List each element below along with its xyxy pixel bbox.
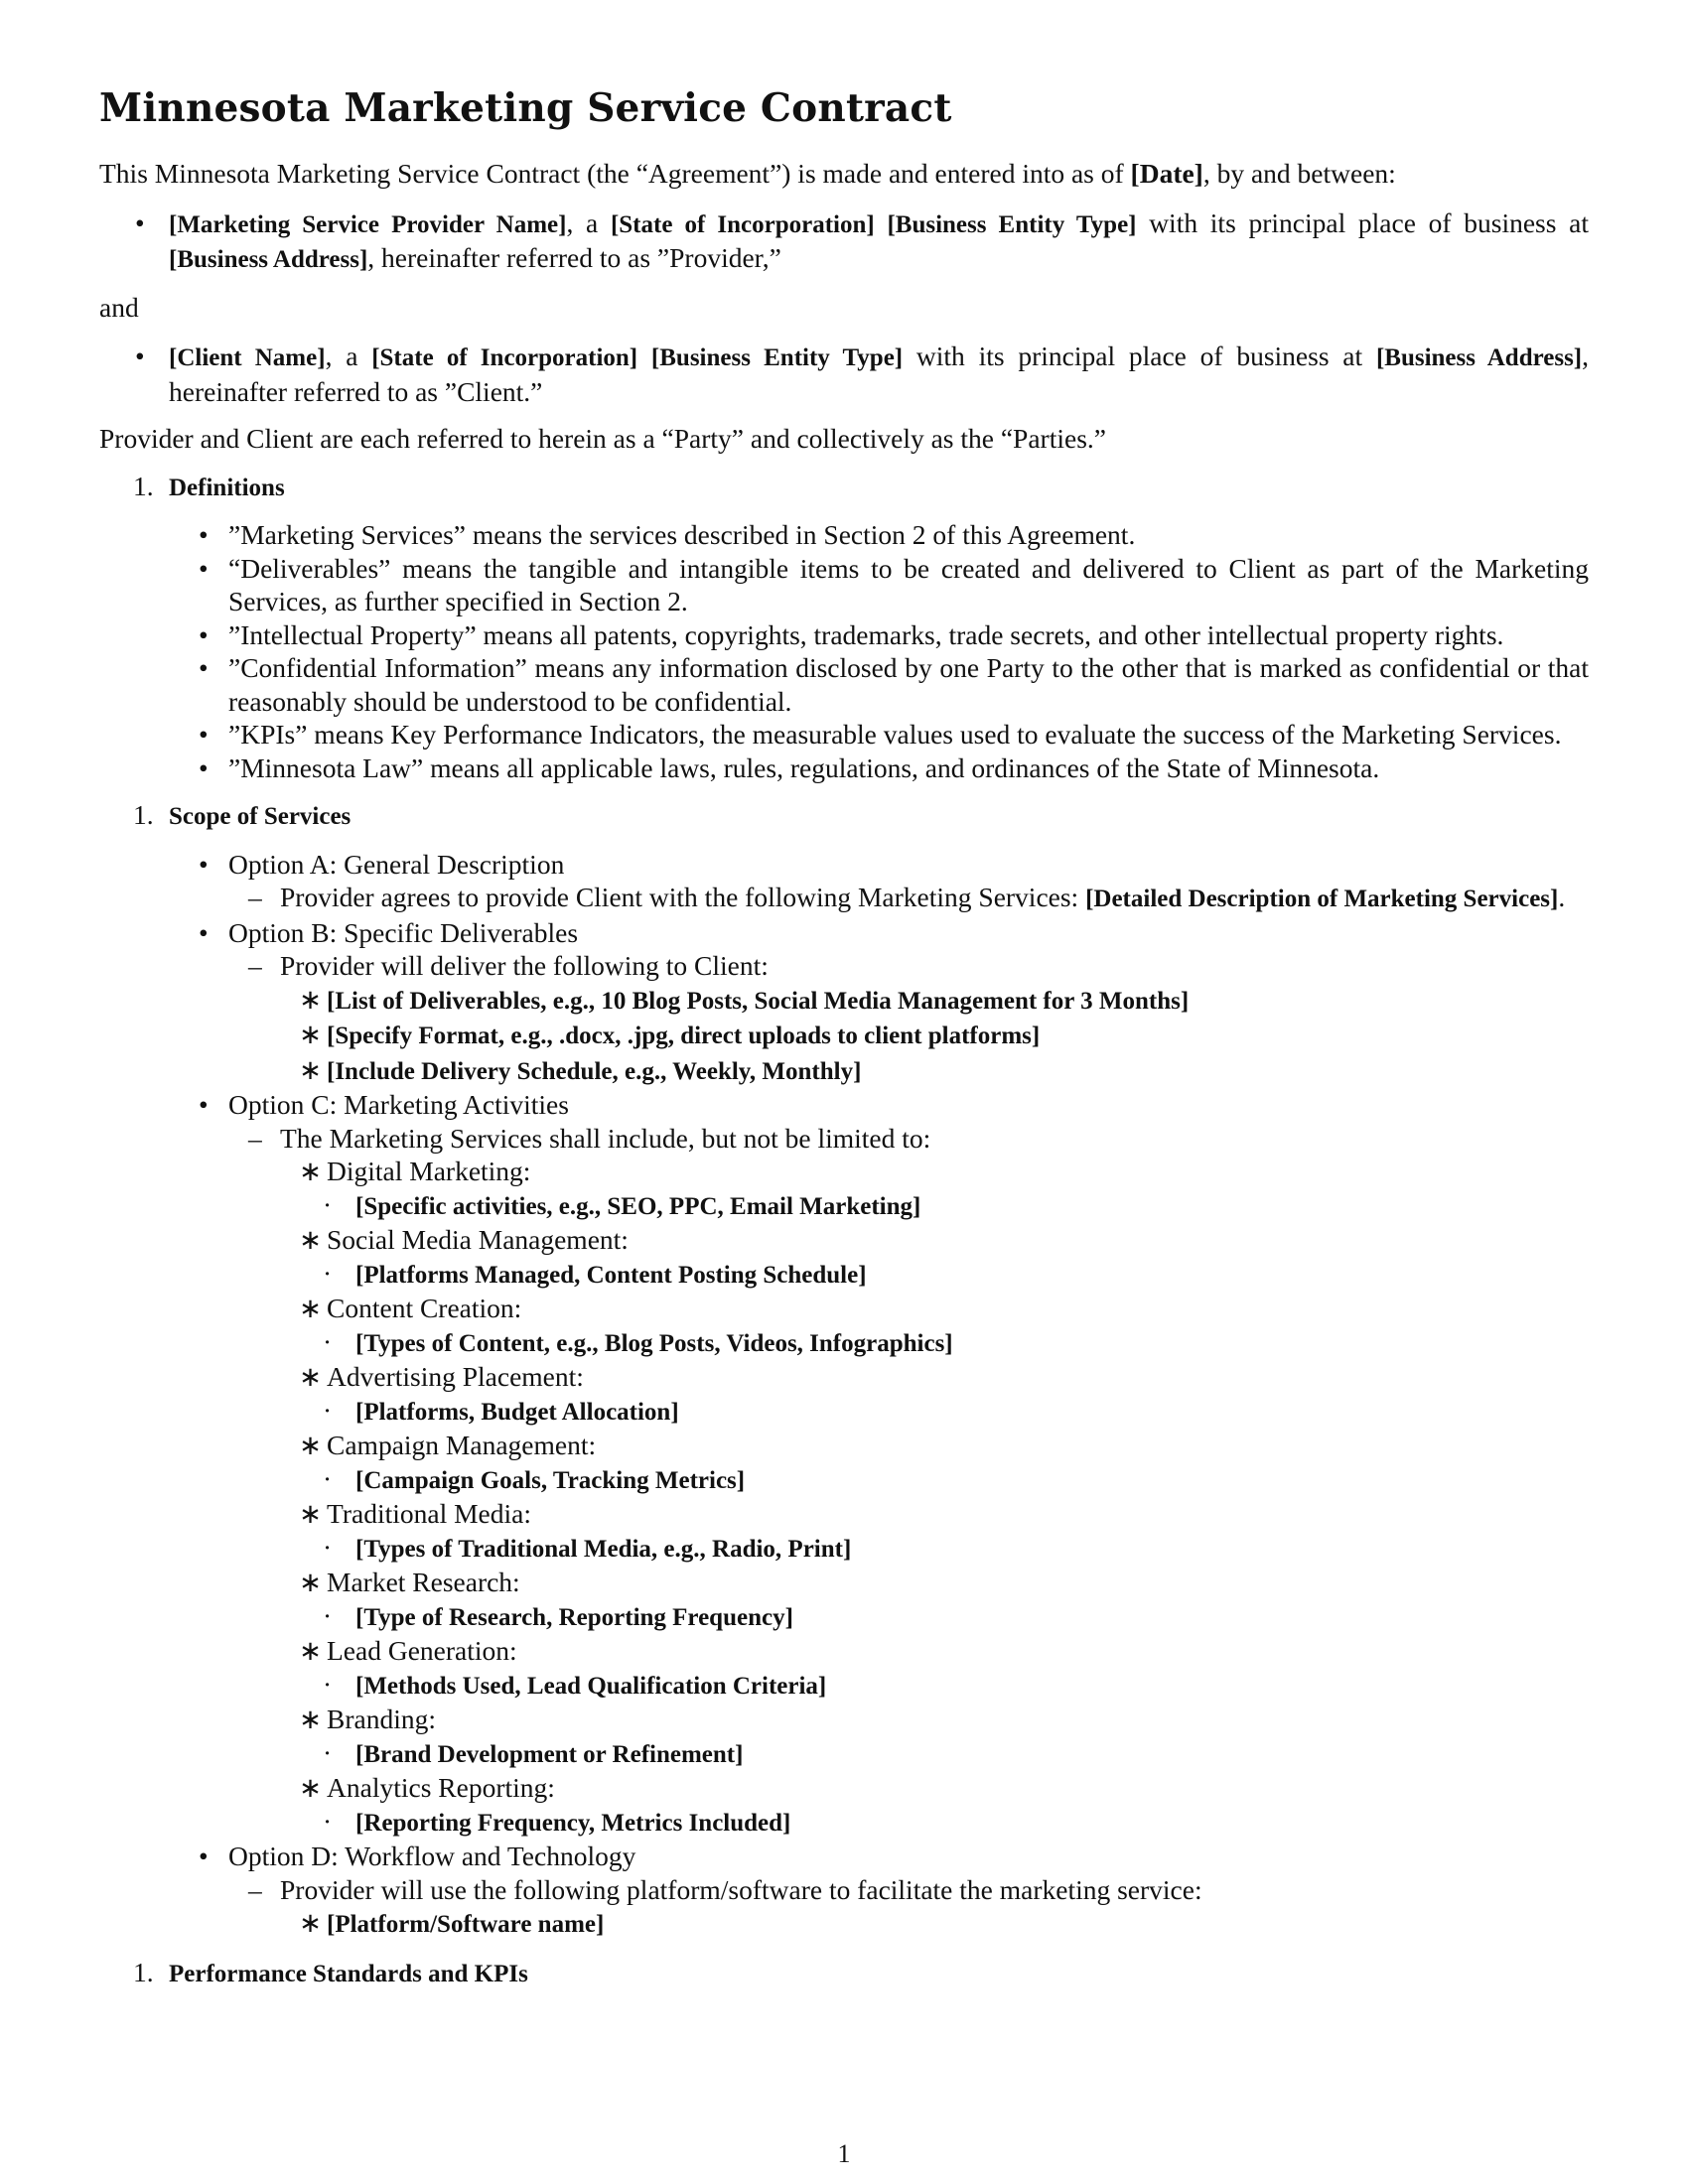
activity-placeholder: [Platforms Managed, Content Posting Schedule] [355, 1261, 867, 1289]
asterisk-icon: ∗ [299, 1430, 323, 1460]
definition-item [99, 552, 1589, 618]
asterisk-icon: ∗ [299, 1772, 323, 1803]
activity-placeholder: [Brand Development or Refinement] [355, 1740, 744, 1768]
option-text: Provider agrees to provide Client with the following Marketing Services: [280, 882, 1086, 912]
provider-name-placeholder: [Marketing Service Provider Name] [169, 210, 567, 238]
client-text: with its principal place of business at [903, 341, 1376, 371]
activity-detail [99, 1668, 1589, 1704]
provider-entity-placeholder: [Business Entity Type] [887, 210, 1137, 238]
date-placeholder: [Date] [1130, 158, 1203, 189]
activity-detail [99, 1257, 1589, 1293]
bullet-icon: • [199, 719, 209, 750]
client-state-placeholder: [State of Incorporation] [371, 344, 638, 371]
activity-name: Advertising Placement: [327, 1361, 584, 1392]
bullet-icon: • [199, 916, 209, 948]
bullet-icon: • [199, 652, 209, 683]
dot-icon: · [323, 1805, 333, 1837]
asterisk-icon: ∗ [299, 1019, 323, 1049]
bullet-icon: • [199, 1841, 209, 1871]
option-d [99, 1840, 1589, 1873]
option-label: Option B: Specific Deliverables [228, 916, 579, 948]
asterisk-icon: ∗ [299, 1293, 323, 1323]
intro-text: This Minnesota Marketing Service Contract (the “Agreement”) is made and entered into as of [99, 158, 1131, 189]
asterisk-icon: ∗ [299, 1224, 323, 1255]
asterisk-icon: ∗ [299, 1907, 323, 1938]
definition-text: ”KPIs” means Key Performance Indicators, the measurable values used to evaluate the success of the Marketing Services. [228, 719, 1562, 750]
deliverable-placeholder: [List of Deliverables, e.g., 10 Blog Posts, Social Media Management for 3 Months] [327, 987, 1190, 1015]
dot-icon: · [323, 1531, 333, 1563]
parties-paragraph: Provider and Client are each referred to herein as a “Party” and collectively as the “Parties.” [99, 423, 1106, 454]
section-title: Performance Standards and KPIs [169, 1960, 528, 1987]
option-label: Option C: Marketing Activities [228, 1089, 569, 1120]
section-scope [99, 798, 1589, 1942]
deliverable-placeholder: [Specify Format, e.g., .docx, .jpg, direct uploads to client platforms] [327, 1023, 1041, 1049]
activity-placeholder: [Campaign Goals, Tracking Metrics] [355, 1466, 746, 1494]
document-title: Minnesota Marketing Service Contract [99, 85, 952, 131]
dot-icon: · [323, 1736, 333, 1768]
activity-name: Social Media Management: [327, 1224, 629, 1255]
option-b-detail [99, 949, 1589, 983]
activity-detail [99, 1462, 1589, 1498]
activity-name: Market Research: [327, 1567, 520, 1597]
activity-item [99, 1429, 1589, 1462]
provider-address-placeholder: [Business Address] [169, 246, 368, 273]
provider-text: with its principal place of business at [1136, 206, 1589, 238]
asterisk-icon: ∗ [299, 1361, 323, 1392]
activity-placeholder: [Types of Content, e.g., Blog Posts, Videos, Infographics] [355, 1329, 953, 1357]
client-party [99, 340, 1589, 408]
definition-text: ”Intellectual Property” means all patents, copyrights, trademarks, trade secrets, and other intellectual property rights. [228, 618, 1504, 650]
option-c [99, 1088, 1589, 1122]
option-placeholder: [Detailed Description of Marketing Services] [1085, 886, 1559, 912]
platform-placeholder: [Platform/Software name] [327, 1911, 605, 1938]
asterisk-icon: ∗ [299, 1156, 323, 1186]
definition-item [99, 718, 1589, 751]
bullet-icon: • [199, 1089, 209, 1120]
bullet-icon: • [199, 618, 209, 650]
provider-state-placeholder: [State of Incorporation] [610, 210, 875, 238]
option-label: Option A: General Description [228, 848, 565, 880]
option-d-detail [99, 1873, 1589, 1907]
dash-icon: – [248, 1873, 262, 1905]
dot-icon: · [323, 1599, 333, 1631]
option-text: Provider will deliver the following to Client: [280, 950, 769, 981]
client-text: , hereinafter referred to as ”Client.” [169, 341, 1590, 407]
client-text [637, 341, 651, 371]
deliverable-placeholder: [Include Delivery Schedule, e.g., Weekly, Monthly] [327, 1057, 862, 1085]
provider-text [875, 207, 888, 238]
activity-item [99, 1155, 1589, 1188]
asterisk-icon: ∗ [299, 983, 323, 1015]
page-number: 1 [837, 2139, 851, 2168]
client-text: , a [325, 341, 372, 371]
option-a [99, 848, 1589, 882]
contract-page [99, 85, 1589, 2004]
section-title: Definitions [169, 474, 285, 501]
option-b [99, 916, 1589, 950]
dash-icon: – [248, 882, 262, 912]
dot-icon: · [323, 1325, 333, 1357]
asterisk-icon: ∗ [299, 1498, 323, 1529]
activity-placeholder: [Platforms, Budget Allocation] [355, 1398, 679, 1426]
asterisk-icon: ∗ [299, 1053, 323, 1085]
activity-name: Lead Generation: [327, 1635, 517, 1666]
dot-icon: · [323, 1188, 333, 1220]
client-name-placeholder: [Client Name] [169, 344, 326, 371]
activity-detail [99, 1599, 1589, 1635]
bullet-icon: • [135, 341, 145, 371]
activity-detail [99, 1188, 1589, 1224]
option-text-end: . [1558, 882, 1566, 912]
option-text: Provider will use the following platform/software to facilitate the marketing service: [280, 1873, 1202, 1905]
activity-name: Branding: [327, 1704, 436, 1734]
provider-text: , a [566, 206, 611, 238]
activity-placeholder: [Specific activities, e.g., SEO, PPC, Email Marketing] [355, 1192, 921, 1220]
section-heading [99, 1956, 1589, 1991]
option-label: Option D: Workflow and Technology [228, 1841, 636, 1871]
dot-icon: · [323, 1394, 333, 1426]
activity-item [99, 1360, 1589, 1394]
asterisk-icon: ∗ [299, 1635, 323, 1666]
provider-text: , hereinafter referred to as ”Provider,” [367, 242, 781, 273]
activity-item [99, 1566, 1589, 1599]
definition-item [99, 751, 1589, 785]
section-title: Scope of Services [169, 803, 352, 830]
asterisk-icon: ∗ [299, 1567, 323, 1597]
option-c-detail [99, 1122, 1589, 1156]
activity-item [99, 1771, 1589, 1805]
activity-placeholder: [Methods Used, Lead Qualification Criteria] [355, 1672, 827, 1700]
dash-icon: – [248, 1122, 262, 1154]
activity-name: Traditional Media: [327, 1498, 531, 1529]
definition-text: “Deliverables” means the tangible and intangible items to be created and delivered to Client as part of the Marketing Services, as further specified in Section 2. [228, 552, 1589, 616]
activity-name: Content Creation: [327, 1293, 522, 1323]
dash-icon: – [248, 950, 262, 981]
option-a-detail [99, 881, 1589, 916]
section-number: 1. [133, 1956, 154, 1987]
dot-icon: · [323, 1462, 333, 1494]
section-number: 1. [133, 799, 154, 830]
bullet-icon: • [199, 751, 209, 783]
activity-item [99, 1703, 1589, 1736]
provider-party [99, 206, 1589, 277]
definition-text: ”Marketing Services” means the services described in Section 2 of this Agreement. [228, 519, 1136, 550]
bullet-icon: • [199, 848, 209, 880]
activity-placeholder: [Reporting Frequency, Metrics Included] [355, 1809, 791, 1837]
deliverable-item [99, 1053, 1589, 1089]
definitions-list [99, 518, 1589, 784]
activity-detail [99, 1394, 1589, 1430]
client-entity-placeholder: [Business Entity Type] [650, 344, 904, 371]
section-number: 1. [133, 470, 154, 501]
section-performance [99, 1956, 1589, 1991]
intro-text-end: , by and between: [1202, 158, 1396, 189]
section-heading [99, 798, 1589, 834]
asterisk-icon: ∗ [299, 1704, 323, 1734]
activity-name: Digital Marketing: [327, 1156, 531, 1186]
activity-name: Campaign Management: [327, 1430, 597, 1460]
and-connector: and [99, 291, 139, 323]
activity-item [99, 1634, 1589, 1668]
bullet-icon: • [199, 519, 209, 550]
intro-paragraph [99, 157, 1589, 191]
deliverable-item [99, 983, 1589, 1019]
client-address-placeholder: [Business Address] [1375, 344, 1583, 371]
deliverable-item [99, 1018, 1589, 1053]
activity-placeholder: [Types of Traditional Media, e.g., Radio, Print] [355, 1535, 852, 1563]
definition-item [99, 518, 1589, 552]
definition-item [99, 618, 1589, 652]
activity-detail [99, 1805, 1589, 1841]
section-heading [99, 470, 1589, 505]
bullet-icon: • [135, 206, 145, 238]
section-definitions [99, 470, 1589, 785]
activity-name: Analytics Reporting: [327, 1772, 555, 1803]
platform-item [99, 1906, 1589, 1942]
activity-item [99, 1292, 1589, 1325]
scope-list [99, 848, 1589, 1942]
activity-detail [99, 1736, 1589, 1772]
definition-item [99, 651, 1589, 718]
definition-text: ”Confidential Information” means any information disclosed by one Party to the other that is marked as confidential or that reasonably should be understood to be confidential. [228, 652, 1589, 717]
activity-item [99, 1497, 1589, 1531]
activity-detail [99, 1325, 1589, 1361]
option-text: The Marketing Services shall include, but not be limited to: [280, 1122, 931, 1154]
activity-item [99, 1223, 1589, 1257]
activity-detail [99, 1531, 1589, 1567]
dot-icon: · [323, 1668, 333, 1700]
dot-icon: · [323, 1257, 333, 1289]
definition-text: ”Minnesota Law” means all applicable laws, rules, regulations, and ordinances of the State of Minnesota. [228, 751, 1380, 783]
bullet-icon: • [199, 552, 209, 584]
activity-placeholder: [Type of Research, Reporting Frequency] [355, 1603, 793, 1631]
